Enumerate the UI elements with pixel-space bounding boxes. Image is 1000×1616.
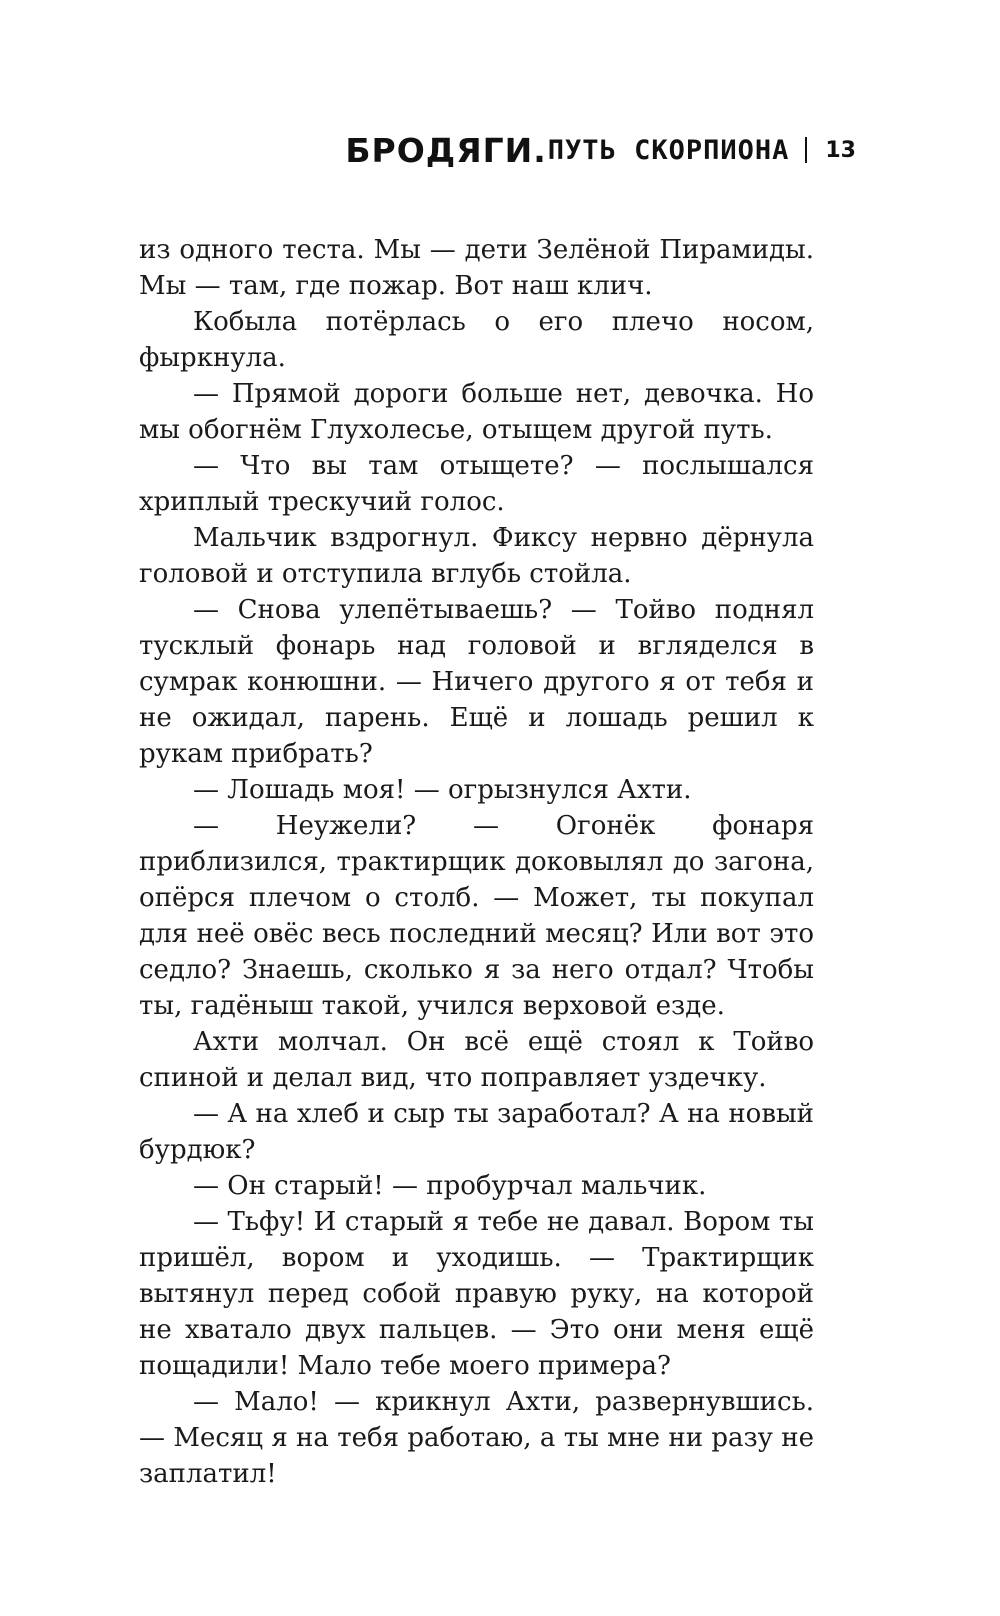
paragraph: — Снова улепётываешь? — Тойво поднял тусклый фонарь над головой и вгляделся в сумрак конюшни. — Ничего другого я от тебя и не ожидал, парень. Ещё и лошадь решил к рукам прибрать? <box>139 595 814 769</box>
book-subtitle: ПУТЬ СКОРПИОНА <box>547 134 790 166</box>
paragraph: — Тьфу! И старый я тебе не давал. Вором ты пришёл, вором и уходишь. — Трактирщик вытянул перед собой правую руку, на которой не хватало двух пальцев. — Это они меня ещё пощадили! Мало тебе моего примера? <box>139 1207 814 1381</box>
title-dot: . <box>533 130 546 170</box>
running-head <box>345 128 856 172</box>
paragraph: из одного теста. Мы — дети Зелёной Пирамиды. Мы — там, где пожар. Вот наш клич. <box>139 235 814 301</box>
paragraph: — Лошадь моя! — огрызнулся Ахти. <box>193 775 692 805</box>
series-title: БРОДЯГИ <box>345 130 534 170</box>
paragraph: — Мало! — крикнул Ахти, развернувшись. — Месяц я на тебя работаю, а ты мне ни разу не заплатил! <box>139 1387 814 1489</box>
paragraph: Кобыла потёрлась о его плечо носом, фыркнула. <box>139 307 814 373</box>
page-text <box>139 232 814 1492</box>
paragraph: — Неужели? — Огонёк фонаря приблизился, трактирщик доковылял до загона, опёрся плечом о столб. — Может, ты покупал для неё овёс весь последний месяц? Или вот это седло? Знаешь, сколько я за него отдал? Чтобы ты, гадёныш такой, учился верховой езде. <box>139 811 814 1021</box>
paragraph: — Он старый! — пробурчал мальчик. <box>193 1171 707 1201</box>
paragraph: — Что вы там отыщете? — послышался хриплый трескучий голос. <box>139 451 814 517</box>
paragraph: — А на хлеб и сыр ты заработал? А на новый бурдюк? <box>139 1099 814 1165</box>
page-number: 13 <box>825 137 856 163</box>
paragraph: Ахти молчал. Он всё ещё стоял к Тойво спиной и делал вид, что поправляет уздечку. <box>139 1027 814 1093</box>
paragraph: — Прямой дороги больше нет, девочка. Но мы обогнём Глухолесье, отыщем другой путь. <box>139 379 814 445</box>
paragraph: Мальчик вздрогнул. Фиксу нервно дёрнула головой и отступила вглубь стойла. <box>139 523 814 589</box>
header-separator <box>805 137 807 163</box>
